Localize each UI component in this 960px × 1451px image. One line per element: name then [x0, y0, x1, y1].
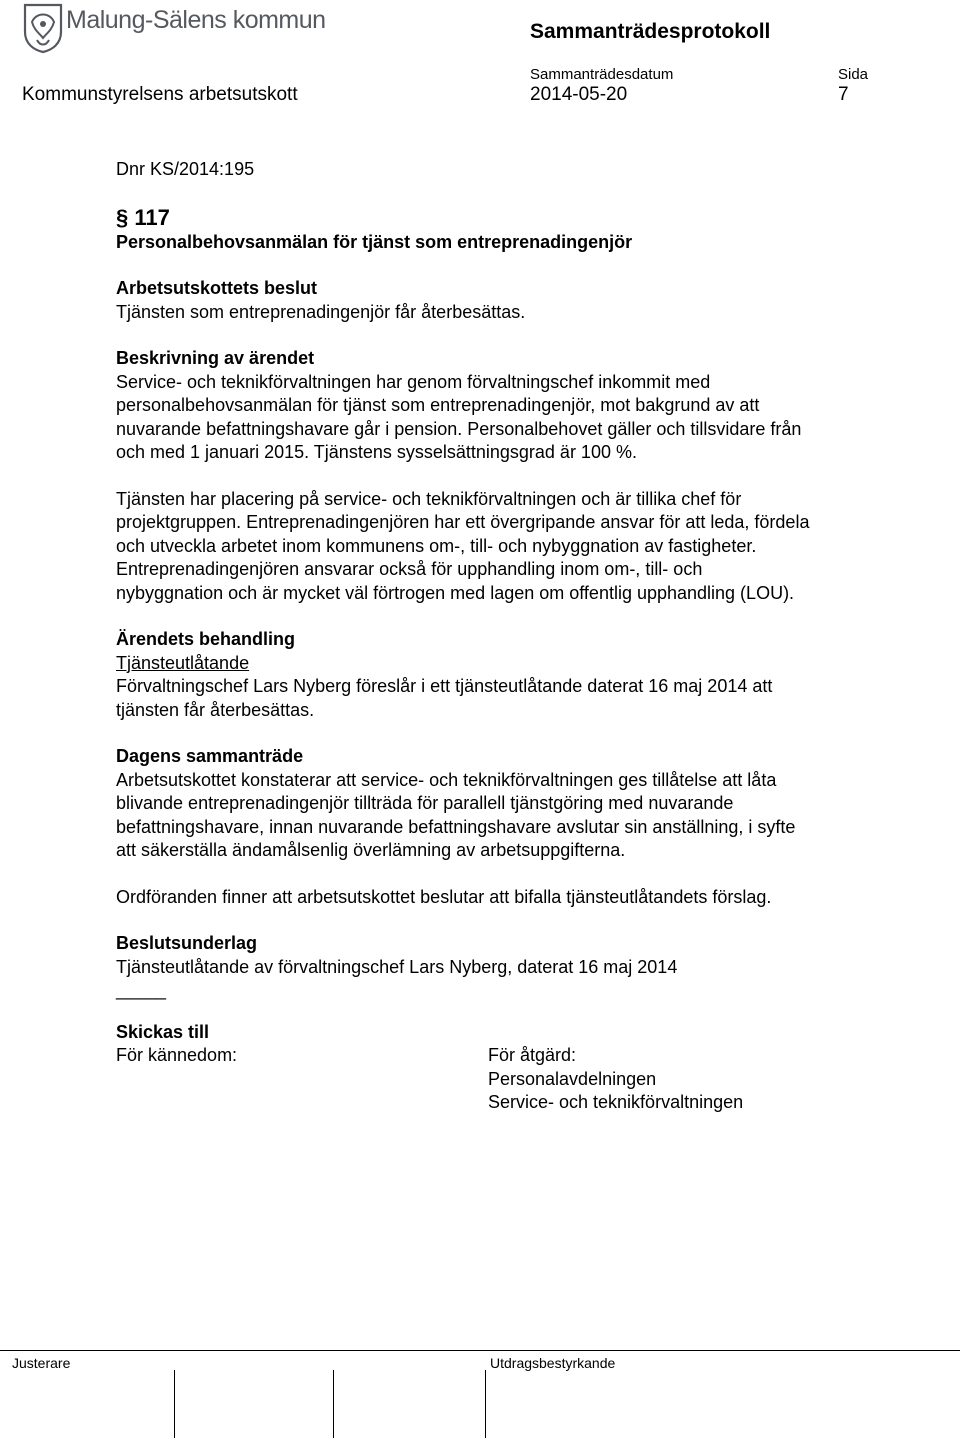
meeting-heading: Dagens sammanträde	[116, 746, 304, 766]
handling-line: tjänsten får återbesättas.	[116, 699, 315, 720]
description-line: Entreprenadingenjören ansvarar också för upphandling inom om-, till- och	[116, 559, 703, 579]
municipality-logo-icon	[22, 2, 64, 54]
logo-text: Malung-Sälens kommun	[66, 6, 326, 34]
decision-text: Tjänsten som entreprenadingenjör får återbesättas.	[116, 301, 526, 322]
page-number: 7	[838, 84, 849, 105]
utdrag-label: Utdragsbestyrkande	[490, 1355, 616, 1371]
body-name: Kommunstyrelsens arbetsutskott	[22, 84, 298, 105]
send-action-label: För åtgärd:	[488, 1045, 577, 1065]
decision-heading: Arbetsutskottets beslut	[116, 278, 318, 298]
handling-heading: Ärendets behandling	[116, 629, 296, 649]
description-line: Tjänsten har placering på service- och teknikförvaltningen och är tillika chef för	[116, 488, 742, 509]
send-action-item: Service- och teknikförvaltningen	[488, 1092, 744, 1112]
separator-line: _____	[116, 980, 167, 1000]
basis-text: Tjänsteutlåtande av förvaltningschef Lars Nyberg, daterat 16 maj 2014	[116, 956, 678, 977]
section-number-value: 117	[134, 204, 170, 230]
handling-subheading: Tjänsteutlåtande	[116, 652, 250, 673]
meeting-line: Arbetsutskottet konstaterar att service- och teknikförvaltningen ges tillåtelse att låta	[116, 769, 777, 790]
section-number	[116, 205, 906, 231]
basis-heading: Beslutsunderlag	[116, 933, 258, 953]
description-line: nuvarande befattningshavare går i pension. Personalbehovet gäller och tillsvidare från	[116, 418, 802, 439]
description-heading: Beskrivning av ärendet	[116, 348, 315, 368]
protocol-body	[116, 158, 906, 1115]
meeting-line: befattningshavare, innan nuvarande befattningshavare avslutar sin anställning, i syfte	[116, 816, 796, 837]
signature-box-divider	[174, 1370, 175, 1438]
document-type-title: Sammanträdesprotokoll	[530, 20, 771, 43]
footer-divider	[0, 1350, 960, 1351]
diary-number: Dnr KS/2014:195	[116, 159, 255, 179]
meeting-line: att säkerställa ändamålsenlig överlämning av arbetsuppgifterna.	[116, 840, 626, 860]
description-line: och utveckla arbetet inom kommunens om-, till- och nybyggnation av fastigheter.	[116, 535, 757, 556]
justerare-label: Justerare	[12, 1355, 71, 1371]
signature-box-divider	[333, 1370, 334, 1438]
meeting-date: 2014-05-20	[530, 84, 628, 105]
meeting-line: blivande entreprenadingenjör tillträda för parallell tjänstgöring med nuvarande	[116, 793, 734, 813]
send-heading: Skickas till	[116, 1021, 210, 1042]
page-label: Sida	[838, 66, 869, 83]
section-title: Personalbehovsanmälan för tjänst som entreprenadingenjör	[116, 231, 633, 252]
chair-statement: Ordföranden finner att arbetsutskottet beslutar att bifalla tjänsteutlåtandets förslag.	[116, 886, 772, 907]
distribution-list	[116, 1044, 906, 1115]
send-info-label: För kännedom:	[116, 1045, 238, 1065]
date-label: Sammanträdesdatum	[530, 66, 674, 83]
description-line: nybyggnation och är mycket väl förtrogen med lagen om offentlig upphandling (LOU).	[116, 582, 795, 603]
send-action-item: Personalavdelningen	[488, 1068, 657, 1089]
handling-line: Förvaltningschef Lars Nyberg föreslår i ett tjänsteutlåtande daterat 16 maj 2014 att	[116, 676, 773, 696]
description-line: personalbehovsanmälan för tjänst som entreprenadingenjör, mot bakgrund av att	[116, 395, 760, 415]
section-sign: §	[116, 204, 129, 230]
description-line: projektgruppen. Entreprenadingenjören har ett övergripande ansvar för att leda, fördela	[116, 512, 810, 532]
description-line: Service- och teknikförvaltningen har genom förvaltningschef inkommit med	[116, 371, 711, 392]
description-line: och med 1 januari 2015. Tjänstens sysselsättningsgrad är 100 %.	[116, 442, 637, 462]
signature-box-divider	[485, 1370, 486, 1438]
